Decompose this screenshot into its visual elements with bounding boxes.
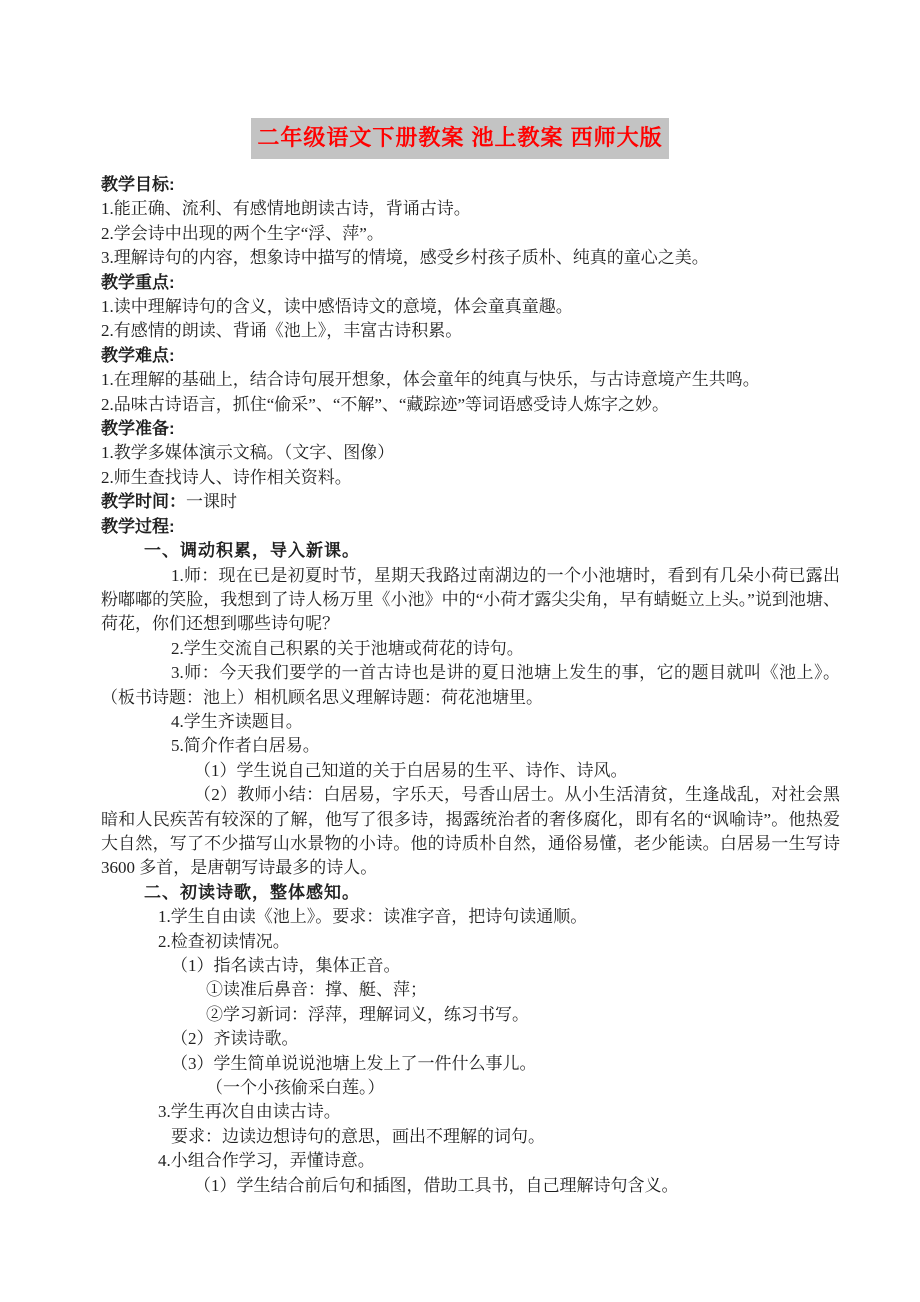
section-heading: 教学过程:	[101, 516, 175, 536]
doc-line: 4.学生齐读题目。	[171, 711, 303, 731]
document-body	[101, 173, 840, 1198]
doc-line: （2）齐读诗歌。	[171, 1029, 299, 1049]
document-title: 二年级语文下册教案 池上教案 西师大版	[251, 118, 668, 159]
doc-line: 1.教学多媒体演示文稿。（文字、图像）	[101, 443, 395, 463]
section-heading: 教学准备:	[101, 419, 175, 439]
doc-line: 2.品味古诗语言，抓住“偷采”、“不解”、“藏踪迹”等词语感受诗人炼字之妙。	[101, 394, 670, 414]
doc-line: （1）学生说自己知道的关于白居易的生平、诗作、诗风。	[194, 760, 628, 780]
doc-line: （1）学生结合前后句和插图，借助工具书，自己理解诗句含义。	[194, 1175, 679, 1195]
section-heading: 教学重点:	[101, 272, 175, 292]
doc-line: 1.师：现在已是初夏时节，星期天我路过南湖边的一个小池塘时，看到有几朵小荷已露出粉嘟嘟的笑脸，我想到了诗人杨万里《小池》中的“小荷才露尖尖角，早有蜻蜓立上头。”说到池塘、荷花，你们还想到哪些诗句呢？	[101, 565, 840, 634]
doc-line: （3）学生简单说说池塘上发上了一件什么事儿。	[171, 1053, 537, 1073]
doc-line: 2.学会诗中出现的两个生字“浮、萍”。	[101, 223, 384, 243]
title-row	[0, 118, 920, 159]
section-heading: 教学目标:	[101, 175, 175, 194]
doc-line: 3.学生再次自由读古诗。	[158, 1102, 341, 1122]
doc-line: 2.学生交流自己积累的关于池塘或荷花的诗句。	[171, 638, 524, 658]
doc-line: 1.读中理解诗句的含义，读中感悟诗文的意境，体会童真童趣。	[101, 297, 573, 317]
process-step-heading: 二、初读诗歌，整体感知。	[144, 882, 360, 902]
doc-line: 1.能正确、流利、有感情地朗读古诗，背诵古诗。	[101, 199, 471, 219]
doc-line: 3.师：今天我们要学的一首古诗也是讲的夏日池塘上发生的事，它的题目就叫《池上》。（板书诗题：池上）相机顾名思义理解诗题：荷花池塘里。	[101, 663, 840, 707]
process-step-heading: 一、调动积累，导入新课。	[144, 541, 360, 561]
doc-line: 3.理解诗句的内容，想象诗中描写的情境，感受乡村孩子质朴、纯真的童心之美。	[101, 248, 709, 268]
doc-line: ①读准后鼻音：撑、艇、萍；	[206, 980, 427, 1000]
doc-line: 2.有感情的朗读、背诵《池上》，丰富古诗积累。	[101, 321, 463, 341]
doc-line: （一个小孩偷采白莲。）	[206, 1078, 385, 1098]
doc-line: ②学习新词：浮萍，理解词义，练习书写。	[206, 1004, 529, 1024]
doc-line: 5.简介作者白居易。	[171, 736, 320, 756]
time-line	[101, 490, 840, 514]
time-label: 教学时间：	[101, 492, 186, 512]
doc-line: 1.在理解的基础上，结合诗句展开想象，体会童年的纯真与快乐，与古诗意境产生共鸣。	[101, 370, 760, 390]
time-value: 一课时	[186, 492, 237, 512]
doc-line: （2）教师小结：白居易，字乐天，号香山居士。从小生活清贫，生逢战乱，对社会黑暗和人民疾苦有较深的了解，他写了很多诗，揭露统治者的奢侈腐化，即有名的“讽喻诗”。他热爱大自然，写了不少描写山水景物的小诗。他的诗质朴自然，通俗易懂，老少能读。白居易一生写诗 3600 多首，是唐朝写诗最多的诗人。	[101, 785, 840, 878]
doc-line: 2.师生查找诗人、诗作相关资料。	[101, 467, 352, 487]
doc-line: 1.学生自由读《池上》。要求：读准字音，把诗句读通顺。	[158, 907, 588, 927]
section-heading: 教学难点:	[101, 345, 175, 365]
doc-line: 2.检查初读情况。	[158, 931, 290, 951]
doc-line: 要求：边读边想诗句的意思，画出不理解的词句。	[171, 1126, 545, 1146]
doc-line: （1）指名读古诗，集体正音。	[171, 956, 401, 975]
doc-line: 4.小组合作学习，弄懂诗意。	[158, 1151, 375, 1171]
